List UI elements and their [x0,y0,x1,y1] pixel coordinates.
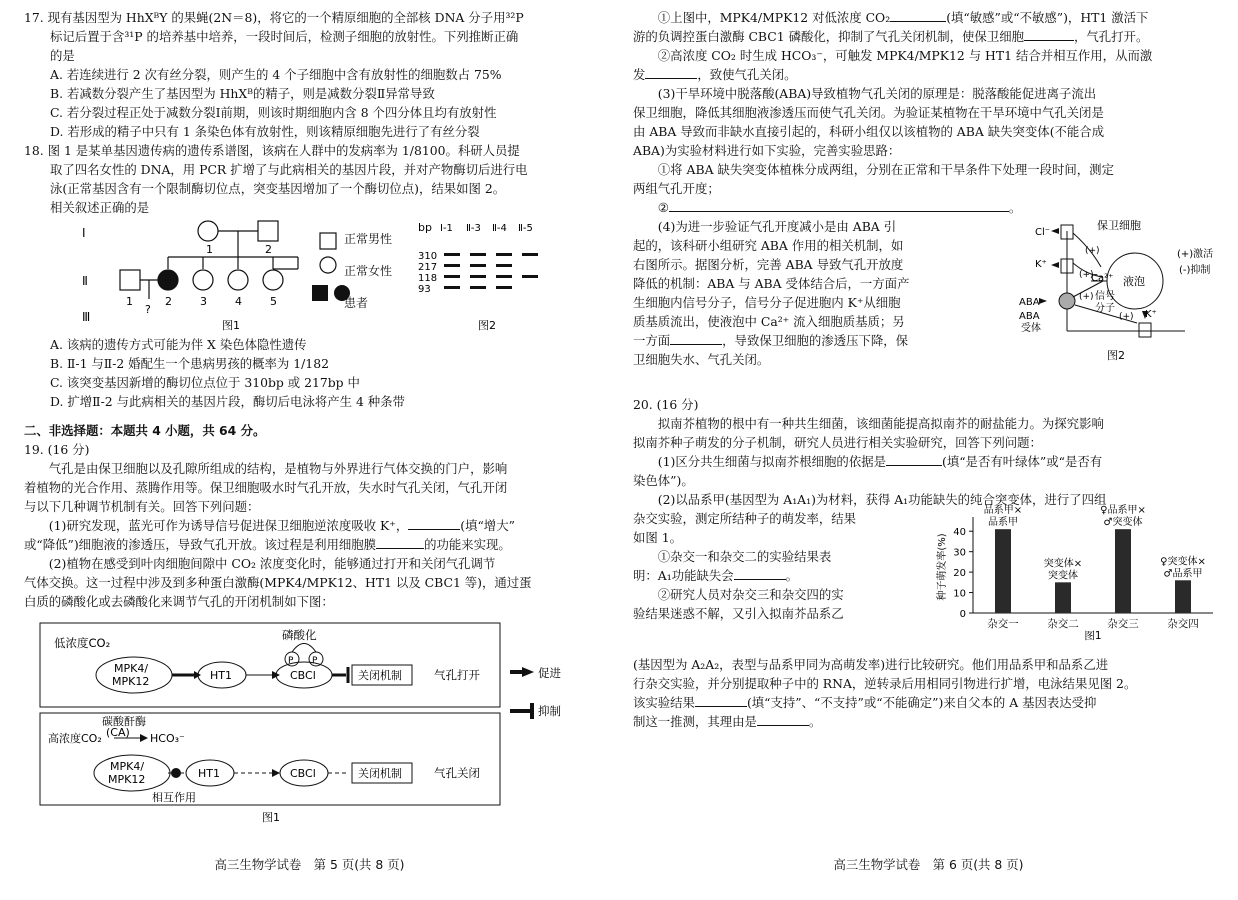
q20-sub2-cont [633,693,1224,712]
q19-intro: 着植物的光合作用、蒸腾作用等。保卫细胞吸水时气孔开放，失水时气孔关闭，气孔开闭 [24,480,508,495]
legend-affected: 患者 [344,296,369,310]
q19-part2: (2)植物在感受到叶肉细胞间隙中 CO₂ 浓度变化时，能够通过打开和关闭气孔调节 [48,556,496,571]
pedigree-label: 5 [270,295,277,308]
answer-blank[interactable] [669,198,1009,212]
legend-inhibit: (-)抑制 [1179,265,1211,276]
activation-mark: (+) [1119,312,1134,322]
question-19-cont [633,8,1224,389]
q20-part1 [633,452,1224,471]
ht1-label: HT1 [210,669,232,682]
q19-part4-line: 生细胞内信号分子，信号分子促进胞内 K⁺从细胞 [633,295,901,310]
q19-part4-line: 质基质流出，使液泡中 Ca²⁺ 流入细胞质基质；另 [633,314,905,329]
text: (填“支持”、“不支持”或“不能确定”)来自父本的 A 基因表达受抑 [746,695,1097,710]
q19-part3: 保卫细胞，降低其细胞液渗透压而使气孔关闭。为验证某植物在干旱环境中气孔关闭是 [633,105,1104,120]
q17-option-c: C. 若分裂过程正处于减数分裂Ⅰ前期，则该时期细胞内含 8 个四分体且均有放射性 [50,105,497,120]
text: (填“是否有叶绿体”或“是否有 [942,454,1103,469]
pedigree-label: 1 [206,243,213,256]
q20-intro: 拟南芥种子萌发的分子机制，研究人员进行相关实验研究，回答下列问题： [633,435,1042,450]
ht1-label: HT1 [198,767,220,780]
q19-part1-text: (1)研究发现，蓝光可作为诱导信号促进保卫细胞逆浓度吸收 K⁺， [48,518,409,533]
pedigree-unknown: ? [145,303,151,316]
text: 发 [633,67,646,82]
y-tick-label: 40 [953,527,966,539]
cbc1-label: CBCl [290,669,316,682]
interaction-label: 相互作用 [152,791,196,804]
answer-blank[interactable] [734,566,786,580]
question-18 [24,141,609,411]
q19-intro: 气孔是由保卫细胞以及孔隙所组成的结构，是植物与外界进行气体交换的门户，影响 [48,461,508,476]
chart-caption: 图1 [1084,630,1102,642]
activation-mark: (+) [1079,270,1094,280]
text: ①上图中，MPK4/MPK12 对低浓度 CO₂ [657,10,891,25]
q19-part1-text: 的功能来实现。 [424,537,511,552]
bar-annotation: 品系甲× [983,505,1023,517]
mpk-label: MPK4/ [114,662,149,675]
figure-caption: 图2 [478,319,496,332]
question-17 [24,8,609,141]
text: 。 [1008,200,1022,215]
gel-size: 93 [418,284,431,295]
y-tick-label: 30 [953,547,966,559]
q20-head: 20. (16 分) [633,397,699,412]
q19-step2 [633,198,1224,217]
text: (1)区分共生细菌与拟南芥根细胞的依据是 [657,454,886,469]
legend-normal-male: 正常男性 [344,232,393,246]
q19-part3: (3)干旱环境中脱落酸(ABA)导致植物气孔关闭的原理是：脱落酸能促进离子流出 [657,86,1097,101]
q17-option-a: A. 若连续进行 2 次有丝分裂，则产生的 4 个子细胞中含有放射性的细胞数占 75% [50,67,502,82]
gel-lane-label: Ⅱ-4 [492,223,507,234]
pedigree-label: 2 [265,243,272,256]
q20-sub1-cont [633,566,933,585]
q19-part1-text: (填“增大” [460,518,515,533]
q18-line: 泳(正常基因含有一个限制酶切位点，突变基因增加了一个酶切位点)，结果如图 2。 [50,181,506,196]
stoma-open-label: 气孔打开 [434,668,480,682]
gel-lane-label: Ⅱ-5 [518,223,533,234]
q19-part1-text: 或“降低”)细胞液的渗透压，导致气孔开放。该过程是利用细胞膜 [24,537,377,552]
answer-blank[interactable] [890,8,946,22]
q20-sub2-cont [633,712,1224,731]
vacuole-label: 液泡 [1123,275,1145,288]
legend-normal-female: 正常女性 [344,264,393,278]
figure-caption: 图2 [1107,349,1125,362]
q19-part4-line: (4)为进一步验证气孔开度减小是由 ABA 引 [657,219,897,234]
bar-annotation: 品系甲 [988,517,1018,529]
pedigree-label: 4 [235,295,242,308]
q18-line: 18. 图 1 是某单基因遗传病的遗传系谱图，该病在人群中的发病率为 1/8100。科研人员提 [24,143,520,158]
text: (填“敏感”或“不敏感”)，HT1 激活下 [946,10,1149,25]
gel-size: 310 [418,251,438,262]
y-tick-label: 20 [953,568,966,580]
q18-option-a: A. 该病的遗传方式可能为伴 X 染色体隐性遗传 [50,337,307,352]
bar-annotation: ♂突变体 [1103,517,1143,529]
text: 明：A₁功能缺失会 [633,568,734,583]
q20-part2-line: 杂交实验，测定所结种子的萌发率，结果 [633,511,857,526]
bar [1055,582,1071,613]
q19-head: 19. (16 分) [24,442,90,457]
q19-part3: 由 ABA 导致而非缺水直接引起的，科研小组仅以该植物的 ABA 缺失突变体(不能合成 [633,124,1105,139]
q18-line: 相关叙述正确的是 [50,200,150,215]
text: ② [657,200,669,215]
q18-figures [24,217,609,335]
question-20 [633,395,1224,731]
gel-lane-label: Ⅰ-1 [440,223,453,234]
q19-part4-line: 起的，该科研小组研究 ABA 作用的相关机制，如 [633,238,904,253]
q20-intro: 拟南芥植物的根中有一种共生细菌，该细菌能提高拟南芥的耐盐能力。为探究影响 [657,416,1104,431]
y-tick-label: 0 [959,609,966,620]
mpk-label: MPK12 [108,773,146,786]
gen2-3-female [193,270,213,290]
q19-part4-line [633,331,993,350]
text: 该实验结果 [633,695,695,710]
pedigree-legend [344,231,392,311]
phosphorylation-label: 磷酸化 [282,628,317,642]
answer-blank[interactable] [645,65,697,79]
q19-part4 [633,217,1224,389]
signal-molecule-label: 分子 [1095,303,1115,314]
gel-size: 118 [418,273,438,284]
signal-molecule-label: 信号 [1095,291,1115,302]
ca-abbr-label: (CA) [106,726,130,739]
pedigree-label: 2 [165,295,172,308]
x-category-label: 杂交一 [987,618,1019,630]
q19-part2: 白质的磷酸化或去磷酸化来调节气孔的开闭机制如下图： [24,594,334,609]
chloride-label: Cl⁻ [1035,227,1051,238]
y-axis-label: 种子萌发率(%) [937,533,948,601]
x-category-label: 杂交三 [1107,618,1139,630]
gen-label: Ⅱ [82,274,88,288]
gel-lane-label: Ⅱ-3 [466,223,481,234]
q19-sub1-cont [633,27,1224,46]
q19-step1: 两组气孔开度； [633,181,720,196]
bar-annotation: ♂品系甲 [1163,568,1203,580]
q17-line: 的是 [50,48,75,63]
calcium-label: Ca²⁺ [1091,273,1114,284]
pedigree-label: 3 [200,295,207,308]
aba-receptor-label: ABA [1019,311,1040,322]
question-19 [24,440,609,830]
q19-sub2: ②高浓度 CO₂ 时生成 HCO₃⁻，可触发 MPK4/MPK12 与 HT1 结合并相互作用，从而激 [657,48,1153,63]
q19-part1 [24,516,609,535]
guard-cell-label: 保卫细胞 [1097,219,1141,232]
phosphate-label: P [288,656,294,666]
gen1-female [198,221,218,241]
legend-promote: 促进 [538,666,561,680]
mpk-label: MPK4/ [110,760,145,773]
bar [995,529,1011,613]
text: ，气孔打开。 [1074,29,1149,44]
potassium-label: K⁺ [1145,309,1157,320]
gen2-1-male [120,270,140,290]
text: 。 [808,714,822,729]
q20-sub2-cont: (基因型为 A₂A₂，表型与品系甲同为高萌发率)进行比较研究。他们用品系甲和品系乙进 [633,657,1109,672]
text: 。 [785,568,799,583]
q20-sub2: 验结果迷惑不解，又引入拟南芥品系乙 [633,606,844,621]
gen-label: Ⅲ [82,310,91,324]
pedigree-label: 1 [126,295,133,308]
q19-part4-line: 卫细胞失水、气孔关闭。 [633,352,770,367]
answer-blank[interactable] [695,693,747,707]
aba-label: ABA [1019,297,1040,308]
closing-mechanism-label: 关闭机制 [358,669,402,682]
text: 制这一推测，其理由是 [633,714,757,729]
q19-part2: 气体交换。这一过程中涉及到多种蛋白激酶(MPK4/MPK12、HT1 以及 CBC1 等)，通过蛋 [24,575,532,590]
activation-mark: (+) [1085,246,1100,256]
gen2-5-female [263,270,283,290]
section-heading: 二、非选择题：本题共 4 小题，共 64 分。 [24,423,266,438]
q20-sub2-cont: 行杂交实验，并分别提取种子中的 RNA，逆转录后用相同引物进行扩增，电泳结果见图 2。 [633,676,1137,691]
cbc1-label: CBCl [290,767,316,780]
q18-option-b: B. Ⅱ-1 与Ⅱ-2 婚配生一个患病男孩的概率为 1/182 [50,356,329,371]
answer-blank[interactable] [408,516,460,530]
answer-blank[interactable] [886,452,942,466]
figure-caption: 图1 [262,811,280,824]
gen1-male [258,221,278,241]
bar [1115,529,1131,613]
page-footer: 高三生物学试卷 第 5 页(共 8 页) [214,857,405,872]
answer-blank[interactable] [376,535,424,549]
text: 一方面 [633,333,671,348]
y-tick-label: 10 [953,588,966,600]
text: ，导致保卫细胞的渗透压下降，保 [722,333,909,348]
germination-bar-chart [933,489,1223,642]
answer-blank[interactable] [1024,27,1074,41]
q20-part2-line: 如图 1。 [633,530,682,545]
gen2-4-female [228,270,248,290]
page-footer: 高三生物学试卷 第 6 页(共 8 页) [833,857,1024,872]
q19-part4-line: 右图所示。据图分析，完善 ABA 导致气孔开放度 [633,257,904,272]
potassium-label: K⁺ [1035,259,1047,270]
text: 游的负调控蛋白激酶 CBC1 磷酸化，抑制了气孔关闭机制，使保卫细胞 [633,29,1024,44]
q17-option-d: D. 若形成的精子中只有 1 条染色体有放射性，则该精原细胞先进行了有丝分裂 [50,124,480,139]
gen-label: Ⅰ [82,226,86,240]
aba-receptor-label: 受体 [1021,323,1041,334]
phosphate-label: P [312,656,318,666]
stoma-close-label: 气孔关闭 [434,766,480,780]
q19-part1-cont [24,535,609,554]
q20-part2: (2)以品系甲(基因型为 A₁A₁)为材料，获得 A₁功能缺失的纯合突变体，进行了四组 [657,492,1107,507]
q17-option-b: B. 若减数分裂产生了基因型为 HhXᴮ的精子，则是减数分裂Ⅱ异常导致 [50,86,435,101]
bar [1175,580,1191,613]
activation-mark: (+) [1079,292,1094,302]
bar-annotation: 突变体 [1048,570,1078,582]
closing-mechanism-label: 关闭机制 [358,767,402,780]
gel-unit: bp [418,221,432,234]
q19-part4-line: 降低的机制：ABA 与 ABA 受体结合后，一方面产 [633,276,910,291]
legend-activate: (+)激活 [1177,249,1214,260]
q18-option-d: D. 扩增Ⅱ-2 与此病相关的基因片段，酶切后电泳将产生 4 种条带 [50,394,405,409]
q19-sub2-cont [633,65,1224,84]
gen2-2-affected-female [158,270,178,290]
gel-electrophoresis [416,217,556,335]
pedigree-chart [62,217,362,335]
x-category-label: 杂交四 [1167,618,1199,630]
legend-inhibit: 抑制 [538,704,561,718]
gel-size: 217 [418,262,438,273]
q19-part3: ABA)为实验材料进行如下实验，完善实验思路： [633,143,901,158]
answer-blank[interactable] [670,331,722,345]
carbonic-anhydrase-label: 碳酸酐酶 [102,715,146,728]
q20-part2-block [633,505,1224,655]
figure-caption: 图1 [222,319,240,332]
q20-part1-cont: 染色体”)。 [633,473,694,488]
q18-option-c: C. 该突变基因新增的酶切位点位于 310bp 或 217bp 中 [50,375,360,390]
bar-annotation: ♀品系甲× [1100,505,1146,517]
stomata-mechanism-diagram [34,615,614,825]
q20-sub2: ②研究人员对杂交三和杂交四的实 [657,587,844,602]
bar-annotation: 突变体× [1043,558,1083,570]
low-co2-label: 低浓度CO₂ [54,636,111,650]
text: ，致使气孔关闭。 [697,67,797,82]
right-page [619,0,1238,900]
hco3-label: HCO₃⁻ [150,732,185,745]
mpk-label: MPK12 [112,675,150,688]
q17-line: 标记后置于含³¹P 的培养基中培养，一段时间后，检测子细胞的放射性。下列推断正确 [50,29,519,44]
guard-cell-diagram [999,219,1235,385]
q18-line: 取了四名女性的 DNA，用 PCR 扩增了与此病相关的基因片段，并对产物酶切后进行电 [50,162,528,177]
q19-intro: 与以下几种调节机制有关。回答下列问题： [24,499,260,514]
x-category-label: 杂交二 [1047,618,1079,630]
answer-blank[interactable] [757,712,809,726]
bar-annotation: ♀突变体× [1160,556,1206,568]
q20-sub1: ①杂交一和杂交二的实验结果表 [657,549,832,564]
q17-line: 17. 现有基因型为 HhXᴮY 的果蝇(2N＝8)，将它的一个精原细胞的全部核 DNA 分子用³²P [24,10,524,25]
high-co2-label: 高浓度CO₂ [48,732,102,745]
q19-sub1 [633,8,1224,27]
q19-step1: ①将 ABA 缺失突变体植株分成两组，分别在正常和干旱条件下处理一段时间，测定 [657,162,1114,177]
